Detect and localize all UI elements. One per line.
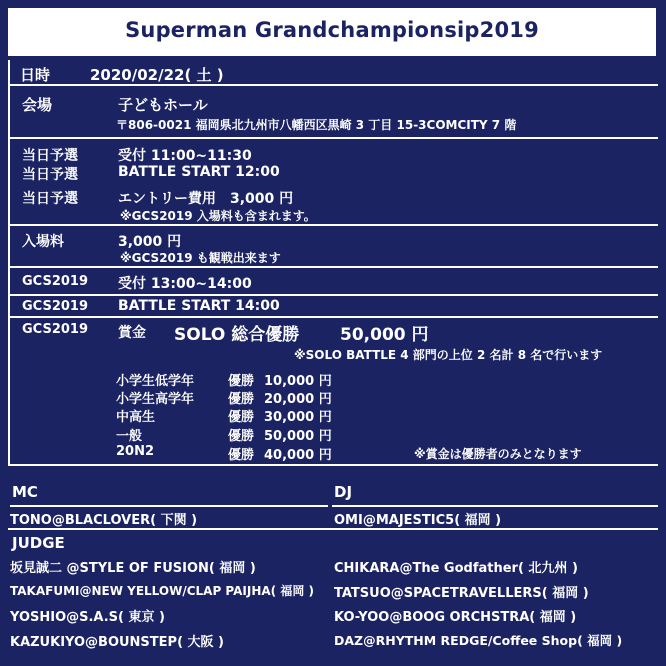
judge-name: TAKAFUMI@NEW YELLOW/CLAP PAIJHA( 福岡 ) — [10, 584, 314, 598]
prize-rank: 優勝 — [228, 410, 255, 425]
judge-name: 坂見誠二 @STYLE OF FUSION( 福岡 ) — [10, 561, 256, 576]
venue-label: 会場 — [22, 96, 53, 114]
admission-value: 3,000 円 — [118, 234, 182, 250]
prize-amount: 50,000 円 — [264, 429, 332, 444]
prize-rank: 優勝 — [228, 429, 255, 444]
judge-name: YOSHIO@S.A.S( 東京 ) — [10, 610, 165, 625]
gcs-label: GCS2019 — [22, 299, 88, 314]
prelim-entry-fee: エントリー費用 3,000 円 — [118, 191, 294, 207]
left-border — [8, 60, 10, 464]
mc-underline — [10, 505, 328, 507]
dj-underline — [332, 505, 658, 507]
gcs-reception: 受付 13:00~14:00 — [118, 276, 252, 292]
divider — [8, 316, 658, 318]
divider — [8, 266, 658, 268]
judge-name: KO-YOO@BOOG ORCHSTRA( 福岡 ) — [334, 610, 577, 625]
prize-category: 一般 — [116, 429, 143, 444]
prize-category: 中高生 — [116, 410, 156, 425]
judge-label: JUDGE — [12, 534, 65, 552]
prize-amount: 40,000 円 — [264, 448, 332, 463]
divider — [8, 464, 658, 466]
judge-name: DAZ@RHYTHM REDGE/Coffee Shop( 福岡 ) — [334, 633, 623, 648]
date-label: 日時 — [20, 66, 51, 84]
divider — [8, 294, 658, 296]
date-value: 2020/02/22( 土 ) — [90, 66, 224, 84]
divider — [8, 528, 658, 530]
solo-amount: 50,000 円 — [340, 325, 429, 345]
gcs-label: GCS2019 — [22, 274, 88, 289]
prize-category: 小学生低学年 — [116, 374, 195, 389]
prelim-note: ※GCS2019 入場料も含まれます。 — [120, 209, 316, 223]
divider — [8, 137, 658, 139]
mc-label: MC — [12, 483, 38, 501]
prize-amount: 20,000 円 — [264, 392, 332, 407]
prize-rank: 優勝 — [228, 448, 255, 463]
prelim-battle-start: BATTLE START 12:00 — [118, 164, 280, 180]
gcs-battle-start: BATTLE START 14:00 — [118, 298, 280, 314]
prize-note: ※賞金は優勝者のみとなります — [414, 447, 582, 461]
prize-category: 小学生高学年 — [116, 392, 195, 407]
page-title: Superman Grandchampionsip2019 — [125, 18, 539, 42]
judge-name: TATSUO@SPACETRAVELLERS( 福岡 ) — [334, 586, 589, 601]
venue-address: 〒806-0021 福岡県北九州市八幡西区黒崎 3 丁目 15-3COMCITY 7 階 — [116, 118, 517, 132]
divider — [8, 224, 658, 226]
mc-name: TONO@BLACLOVER( 下関 ) — [10, 513, 198, 528]
dj-name: OMI@MAJESTIC5( 福岡 ) — [334, 513, 502, 528]
prize-category: 20N2 — [116, 444, 155, 459]
judge-name: CHIKARA@The Godfather( 北九州 ) — [334, 561, 578, 576]
prelim-label: 当日予選 — [22, 191, 78, 207]
prize-rank: 優勝 — [228, 392, 255, 407]
solo-note: ※SOLO BATTLE 4 部門の上位 2 名計 8 名で行います — [294, 348, 603, 362]
prize-rank: 優勝 — [228, 374, 255, 389]
gcs-label: GCS2019 — [22, 322, 88, 337]
title-banner — [8, 8, 656, 56]
prelim-label: 当日予選 — [22, 148, 78, 164]
dj-label: DJ — [334, 483, 353, 501]
prize-amount: 30,000 円 — [264, 410, 332, 425]
prelim-reception: 受付 11:00~11:30 — [118, 148, 252, 164]
prelim-label: 当日予選 — [22, 167, 78, 183]
prize-label: 賞金 — [118, 325, 146, 341]
venue-name: 子どもホール — [118, 96, 208, 114]
admission-label: 入場料 — [22, 234, 64, 250]
solo-label: SOLO 総合優勝 — [174, 325, 300, 345]
admission-note: ※GCS2019 も観戦出来ます — [120, 251, 281, 265]
judge-name: KAZUKIYO@BOUNSTEP( 大阪 ) — [10, 635, 224, 650]
prize-amount: 10,000 円 — [264, 374, 332, 389]
